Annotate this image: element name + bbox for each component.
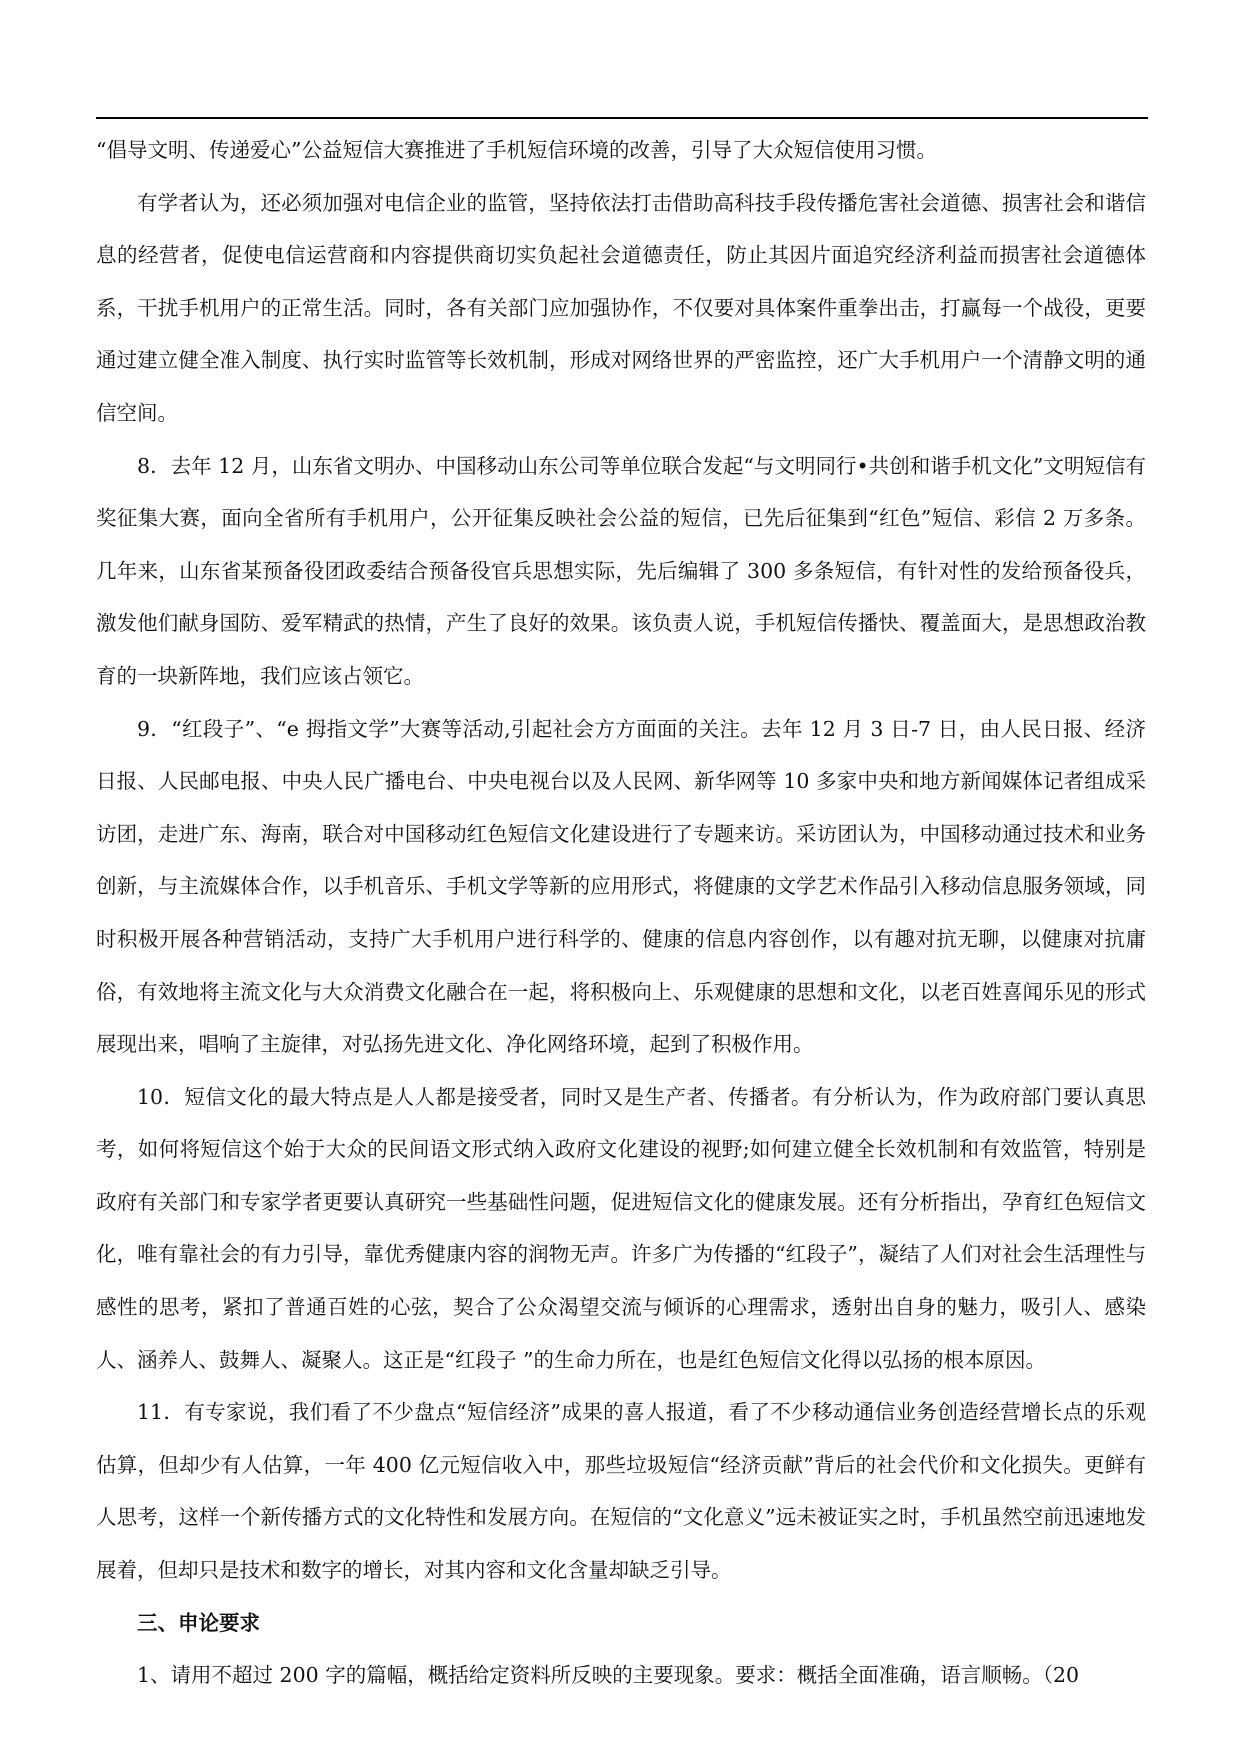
- section-heading: 三、申论要求: [137, 1610, 260, 1635]
- paragraph-continuation: “倡导文明、传递爱心”公益短信大赛推进了手机短信环境的改善，引导了大众短信使用习惯。: [96, 138, 937, 162]
- paragraph-item-9: 9．“红段子”、“e 拇指文学”大赛等活动,引起社会方方面面的关注。去年 12 月 3 日-7 日，由人民日报、经济日报、人民邮电报、中央人民广播电台、中央电视台以及人民网、新华网等 10 多家中央和地方新闻媒体记者组成采访团，走进广东、海南，联合对中国移动红色短信文化建设进行了专题来访。采访团认为，中国移动通过技术和业务创新，与主流媒体合作，以手机音乐、手机文学等新的应用形式，将健康的文学艺术作品引入移动信息服务领域，同时积极开展各种营销活动，支持广大手机用户进行科学的、健康的信息内容创作，以有趣对抗无聊，以健康对抗庸俗，有效地将主流文化与大众消费文化融合在一起，将积极向上、乐观健康的思想和文化，以老百姓喜闻乐见的形式展现出来，唱响了主旋律，对弘扬先进文化、净化网络环境，起到了积极作用。: [96, 716, 1146, 1057]
- header-rule: [96, 117, 1148, 119]
- paragraph-scholar-opinion: 有学者认为，还必须加强对电信企业的监管，坚持依法打击借助高科技手段传播危害社会道德、损害社会和谐信息的经营者，促使电信运营商和内容提供商切实负起社会道德责任，防止其因片面追究经济利益而损害社会道德体系，干扰手机用户的正常生活。同时，各有关部门应加强协作，不仅要对具体案件重拳出击，打赢每一个战役，更要通过建立健全准入制度、执行实时监管等长效机制，形成对网络世界的严密监控，还广大手机用户一个清静文明的通信空间。: [96, 190, 1146, 425]
- document-body: [96, 124, 1146, 1702]
- paragraph-item-10: 10．短信文化的最大特点是人人都是接受者，同时又是生产者、传播者。有分析认为，作为政府部门要认真思考，如何将短信这个始于大众的民间语文形式纳入政府文化建设的视野;如何建立健全长效机制和有效监管，特别是政府有关部门和专家学者更要认真研究一些基础性问题，促进短信文化的健康发展。还有分析指出，孕育红色短信文化，唯有靠社会的有力引导，靠优秀健康内容的润物无声。许多广为传播的“红段子”，凝结了人们对社会生活理性与感性的思考，紧扣了普通百姓的心弦，契合了公众渴望交流与倾诉的心理需求，透射出自身的魅力，吸引人、感染人、涵养人、鼓舞人、凝聚人。这正是“红段子 ”的生命力所在，也是红色短信文化得以弘扬的根本原因。: [96, 1084, 1146, 1372]
- paragraph-item-11: 11．有专家说，我们看了不少盘点“短信经济”成果的喜人报道，看了不少移动通信业务创造经营增长点的乐观估算，但却少有人估算，一年 400 亿元短信收入中，那些垃圾短信“经济贡献”背后的社会代价和文化损失。更鲜有人思考，这样一个新传播方式的文化特性和发展方向。在短信的“文化意义”远未被证实之时，手机虽然空前迅速地发展着，但却只是技术和数字的增长，对其内容和文化含量却缺乏引导。: [96, 1400, 1146, 1583]
- paragraph-item-8: 8．去年 12 月，山东省文明办、中国移动山东公司等单位联合发起“与文明同行•共创和谐手机文化”文明短信有奖征集大赛，面向全省所有手机用户，公开征集反映社会公益的短信，已先后征集到“红色”短信、彩信 2 万多条。几年来，山东省某预备役团政委结合预备役官兵思想实际，先后编辑了 300 多条短信，有针对性的发给预备役兵，激发他们献身国防、爱军精武的热情，产生了良好的效果。该负责人说，手机短信传播快、覆盖面大，是思想政治教育的一块新阵地，我们应该占领它。: [96, 453, 1146, 688]
- question-1: 1、请用不超过 200 字的篇幅，概括给定资料所反映的主要现象。要求：概括全面准确，语言顺畅。（20: [137, 1663, 1080, 1688]
